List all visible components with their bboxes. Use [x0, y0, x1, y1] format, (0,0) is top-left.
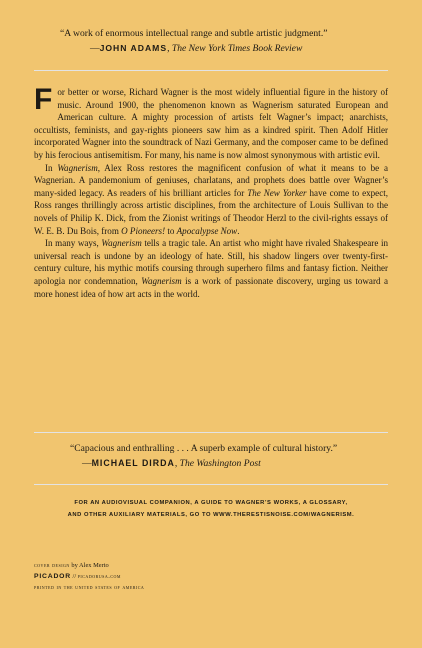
p2-text-b: , Alex Ross restores the magnificent confusion of what it means to be a Wagnerian. A pandemonium of geniuses, charlatans, and prophets does battle over Wagner’s many-sided legacy. As readers of his brilliant articles for: [34, 162, 388, 198]
cover-design-credit: [34, 560, 334, 571]
bottom-quote-text: “Capacious and enthralling . . . A superb example of cultural history.”: [70, 443, 338, 454]
paragraph-1-text: or better or worse, Richard Wagner is the most widely influential figure in the history of music. Around 1900, the phenomenon known as Wagnerism saturated European and American culture. A mighty procession of artists felt Wagner’s impact; anarchists, occultists, feminists, and gay-rights pioneers saw him as a kindred spirit. Then Adolf Hitler incorporated Wagner into the soundtrack of Nazi Germany, and the composer came to be defined by his ferocious antisemitism. For many, his name is now almost synonymous with artistic evil.: [34, 87, 388, 160]
top-quote-text: “A work of enormous intellectual range and subtle artistic judgment.”: [60, 28, 328, 39]
p3-text-a: In many ways,: [45, 238, 102, 249]
publisher-separator: //: [70, 573, 78, 580]
description-paragraph-3: [34, 237, 388, 300]
companion-line-2: AND OTHER AUXILIARY MATERIALS, GO TO WWW.THERESTISNOISE.COM/WAGNERISM.: [67, 512, 355, 518]
top-quote-attribution: —JOHN ADAMS, The New York Times Book Review: [90, 43, 303, 54]
publisher-credits: [34, 560, 334, 593]
p2-text-to: to: [165, 225, 177, 236]
p2-title-new-yorker: The New Yorker: [247, 187, 307, 198]
p3-title-wagnerism-2: Wagnerism: [141, 275, 182, 286]
companion-notice: [34, 497, 388, 521]
publisher-website: picadorusa.com: [77, 573, 121, 580]
p3-title-wagnerism: Wagnerism: [101, 238, 142, 249]
top-quote-author: JOHN ADAMS: [99, 43, 168, 53]
divider-middle: [34, 432, 388, 433]
p2-title-o-pioneers: O Pioneers!: [121, 225, 166, 236]
description-paragraph-2: [34, 162, 388, 238]
printed-in-line: printed in the united states of america: [34, 584, 145, 591]
p2-text-end: .: [237, 225, 240, 236]
p3-text-b: tells a tragic tale. An artist who might have rivaled Shakespeare in universal reach is undone by an ideology of hate. Still, his shadow lingers over twenty-first-century culture, his mythic motifs coursing through superhero films and fantasy fiction. Neither apologia nor condemnation,: [34, 238, 388, 286]
bottom-quote-author: MICHAEL DIRDA: [91, 458, 175, 468]
p2-title-wagnerism: Wagnerism: [57, 162, 98, 173]
cover-design-label: cover design: [34, 562, 70, 569]
top-quote-source: The New York Times Book Review: [171, 43, 303, 54]
bottom-quote-dash: —: [82, 458, 92, 469]
dropcap-letter: F: [34, 83, 53, 116]
bottom-quote-source: The Washington Post: [179, 458, 261, 469]
publisher-line: [34, 571, 334, 582]
companion-line-1: FOR AN AUDIOVISUAL COMPANION, A GUIDE TO WAGNER’S WORKS, A GLOSSARY,: [74, 500, 348, 506]
cover-designer: by Alex Merto: [69, 562, 109, 569]
p2-text-a: In: [45, 162, 58, 173]
divider-bottom: [34, 484, 388, 485]
p2-text-c: have come to expect, Ross ranges thrillingly across artistic disciplines, from the architecture of Louis Sullivan to the novels of Philip K. Dick, from the Zionist writings of Theodor Herzl to the civil-rights essays of W. E. B. Du Bois, from: [34, 187, 388, 236]
top-review-quote: [60, 27, 390, 56]
bottom-review-quote: [70, 442, 390, 471]
top-quote-dash: —: [90, 43, 100, 54]
bottom-quote-attribution: —MICHAEL DIRDA, The Washington Post: [82, 458, 261, 469]
book-description: [34, 83, 388, 300]
publisher-name: PICADOR: [34, 573, 71, 580]
p2-title-apocalypse-now: Apocalypse Now: [176, 225, 238, 236]
p3-text-c: is a work of passionate discovery, urging us toward a more honest idea of how art acts in the world.: [34, 275, 388, 299]
divider-top: [34, 70, 388, 71]
description-paragraph-1: [34, 83, 388, 162]
